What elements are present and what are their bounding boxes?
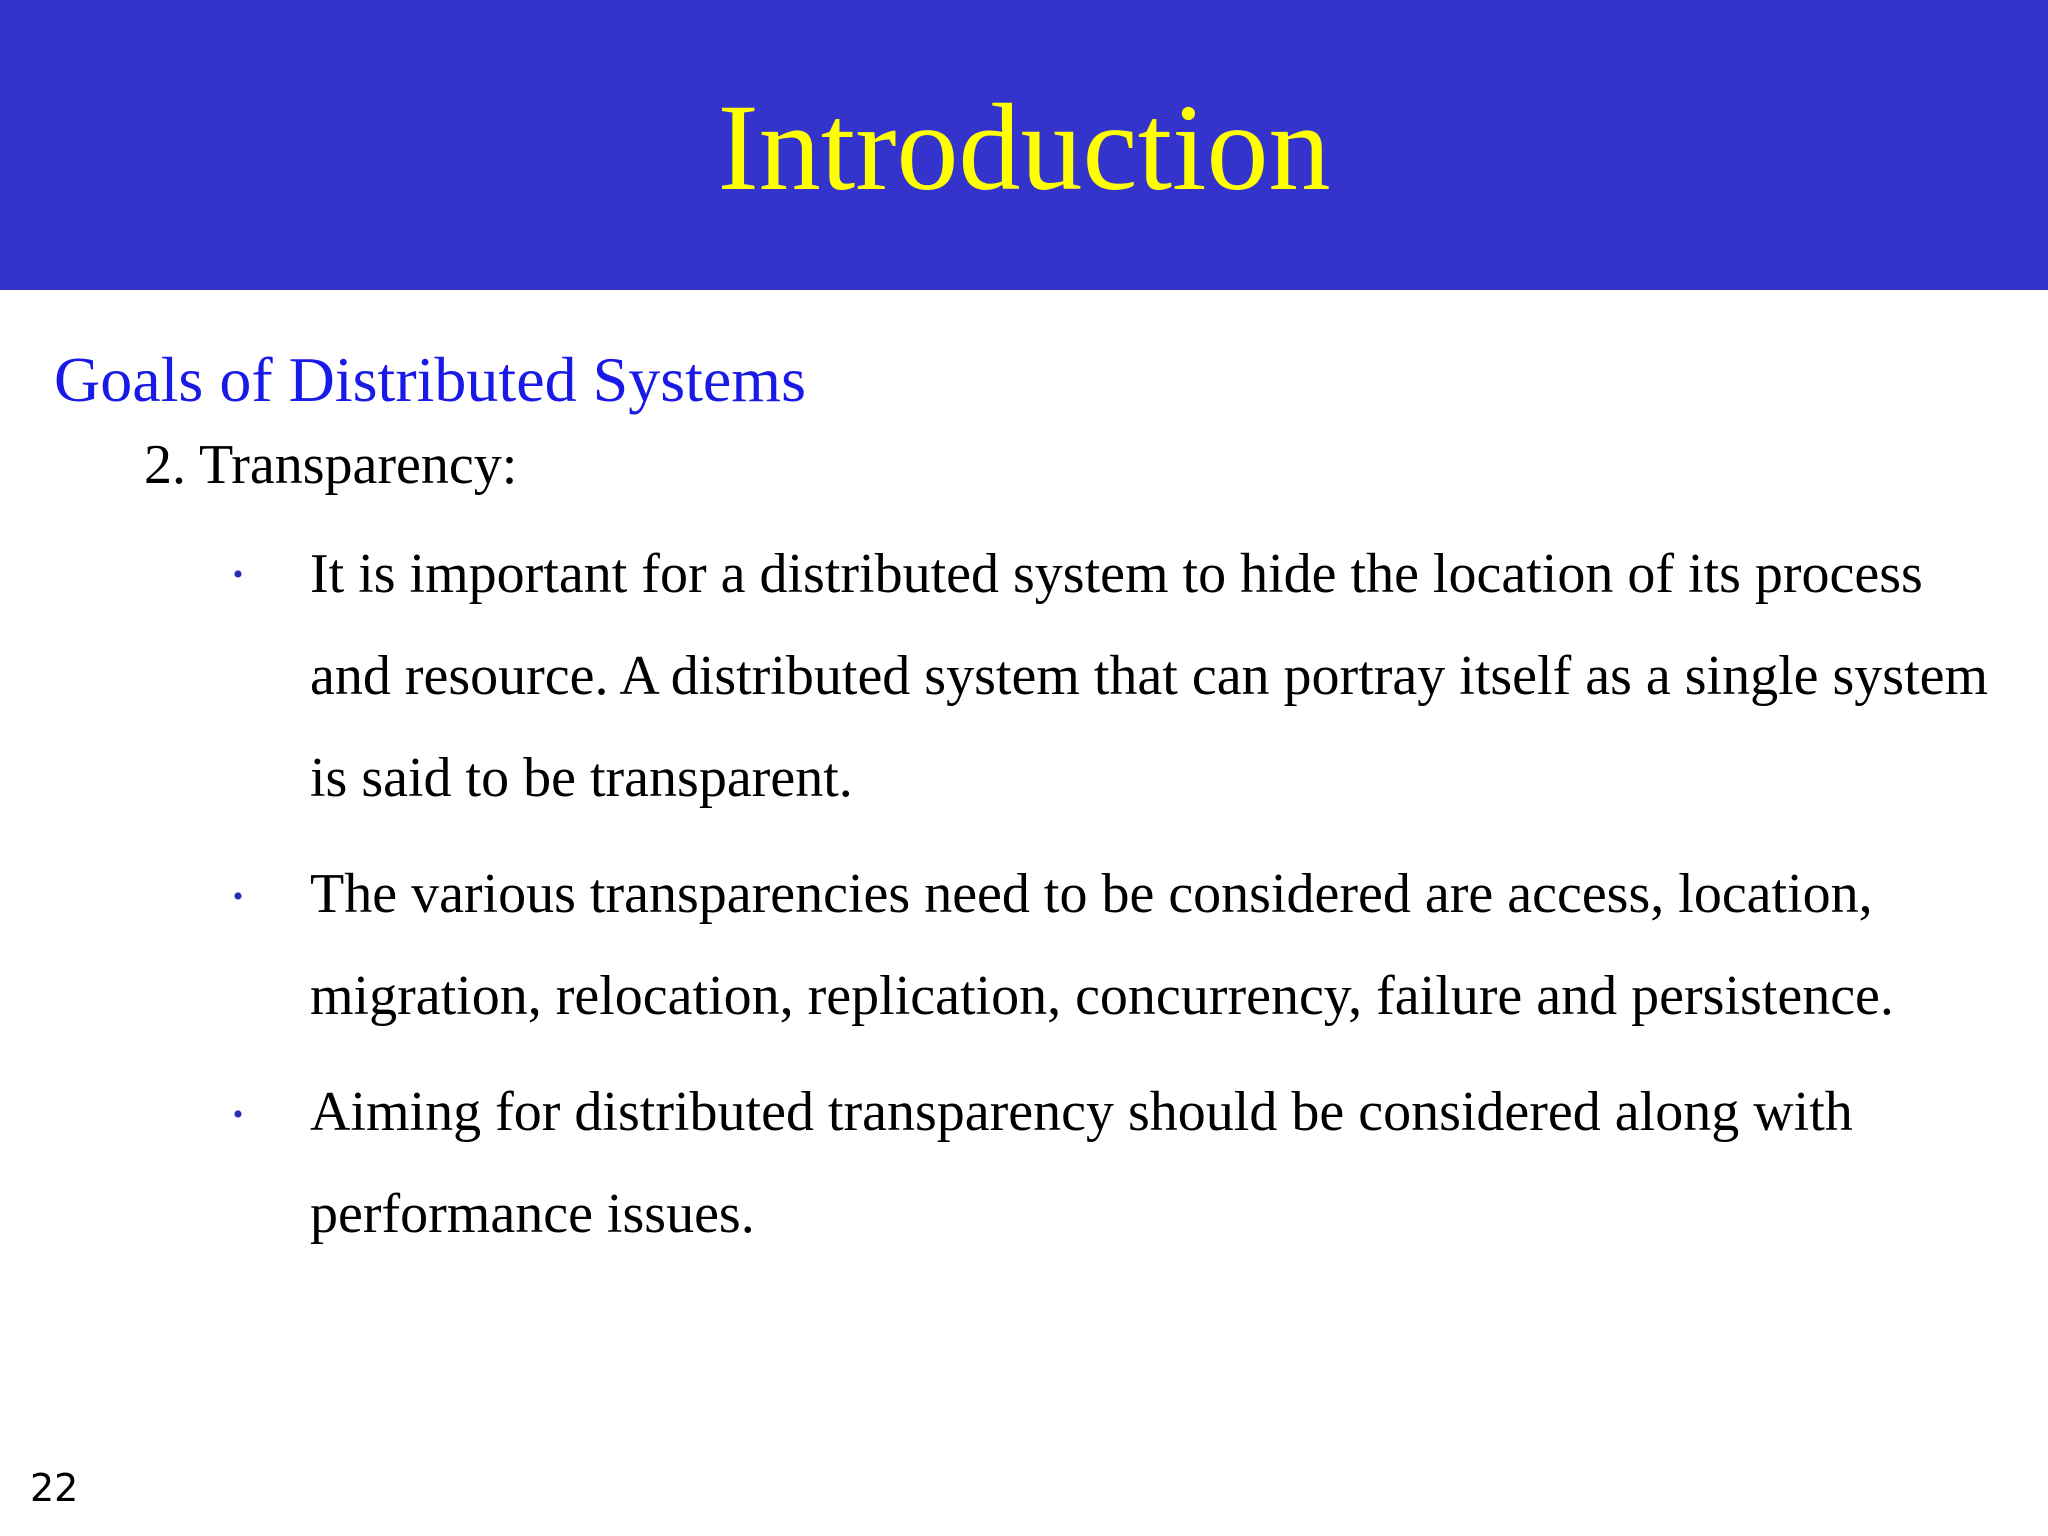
bullet-dot-icon: •: [232, 558, 244, 591]
bullet-text: It is important for a distributed system to hide the location of its process and resource. A distributed system that can portray itself as a single system is said to be transparent.: [310, 543, 1989, 809]
title-banner: [0, 0, 2048, 290]
bullet-text: The various transparencies need to be considered are access, location, migration, relocation, replication, concurrency, failure and persistence.: [310, 863, 1894, 1027]
bullet-dot-icon: •: [232, 1098, 244, 1131]
section-heading: Goals of Distributed Systems: [54, 344, 806, 415]
slide-title: Introduction: [717, 79, 1331, 216]
page-number: 22: [30, 1466, 79, 1510]
bullet-text: Aiming for distributed transparency should be considered along with performance issues.: [310, 1081, 1853, 1245]
bullet-dot-icon: •: [232, 880, 244, 913]
numbered-point: 2. Transparency:: [144, 434, 518, 496]
